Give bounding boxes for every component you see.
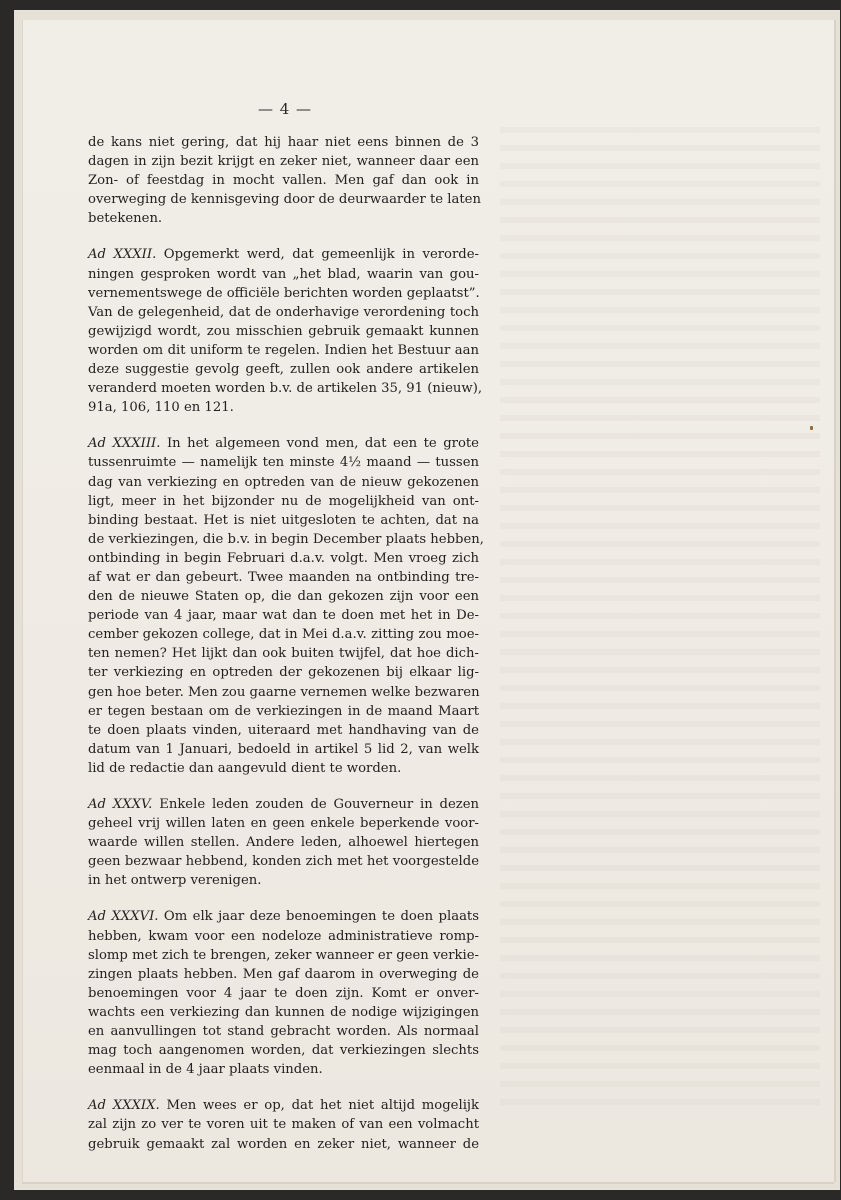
text-line: gewijzigd wordt, zou misschien gebruik gemaakt kunnen <box>88 323 479 339</box>
section-heading: Ad XXXIX. <box>88 1098 160 1114</box>
text-line: datum van 1 Januari, bedoeld in artikel 5 lid 2, van welk <box>88 741 479 757</box>
paragraph-ad-xxxii <box>88 245 483 417</box>
text-line: af wat er dan gebeurt. Twee maanden na ontbinding tre- <box>88 569 479 585</box>
text-line: slomp met zich te brengen, zeker wanneer er geen verkie- <box>88 947 479 963</box>
paragraph-ad-xxxv <box>88 795 479 890</box>
text-line-rest: Opgemerkt werd, dat gemeenlijk in verorde- <box>156 247 479 263</box>
text-line: dag van verkiezing en optreden van de nieuw gekozenen <box>88 474 479 490</box>
section-heading: Ad XXXII. <box>88 247 157 263</box>
text-line: de kans niet gering, dat hij haar niet eens binnen de 3 <box>88 135 479 150</box>
text-line: en aanvullingen tot stand gebracht worden. Als normaal <box>88 1024 479 1040</box>
text-line: binding bestaat. Het is niet uitgesloten te achten, dat na <box>88 512 479 528</box>
paragraph-ad-xxxix <box>88 1096 479 1153</box>
text-line <box>88 795 479 814</box>
text-line-rest: Om elk jaar deze benoemingen te doen plaats <box>158 909 479 925</box>
text-line: Van de gelegenheid, dat de onderhavige verordening toch <box>88 304 479 320</box>
text-line: zal zijn zo ver te voren uit te maken of van een volmacht <box>88 1117 479 1133</box>
text-line: ligt, meer in het bijzonder nu de mogelijkheid van ont- <box>88 493 479 509</box>
paragraph-continuation <box>88 133 479 228</box>
text-line-rest: Enkele leden zouden de Gouverneur in dezen <box>152 797 480 812</box>
section-heading: Ad XXXV. <box>88 797 153 812</box>
text-line: ningen gesproken wordt van „het blad, waarin van gou- <box>88 266 479 282</box>
text-line: ter verkiezing en optreden der gekozenen bij elkaar lig- <box>88 665 479 681</box>
text-line: vernementswege de officiële berichten worden geplaatst”. <box>88 285 480 301</box>
text-line: gebruik gemaakt zal worden en zeker niet, wanneer de <box>88 1136 479 1152</box>
text-line: ontbinding in begin Februari d.a.v. volgt. Men vroeg zich <box>88 550 479 566</box>
text-line: Zon- of feestdag in mocht vallen. Men gaf dan ook in <box>88 173 479 189</box>
text-line: benoemingen voor 4 jaar te doen zijn. Komt er onver- <box>88 985 479 1001</box>
page-number: — 4 — <box>257 100 313 118</box>
text-line: tussenruimte — namelijk ten minste 4½ maand — tussen <box>88 455 479 471</box>
text-line: waarde willen stellen. Andere leden, alhoewel hiertegen <box>88 835 479 851</box>
text-line: wachts een verkiezing dan kunnen de nodige wijzigingen <box>88 1004 479 1020</box>
text-line: worden om dit uniform te regelen. Indien het Bestuur aan <box>88 342 479 358</box>
text-line: in het ontwerp verenigen. <box>88 873 262 889</box>
text-line: lid de redactie dan aangevuld dient te worden. <box>88 760 402 776</box>
text-line: betekenen. <box>88 211 163 227</box>
text-line: er tegen bestaan om de verkiezingen in de maand Maart <box>88 703 479 719</box>
text-line: te doen plaats vinden, uiteraard met handhaving van de <box>88 722 479 738</box>
text-line: den de nieuwe Staten op, die dan gekozen zijn voor een <box>88 589 479 605</box>
bleed-through-area <box>500 115 820 1115</box>
paper-edge <box>22 20 23 1182</box>
text-line: periode van 4 jaar, maar wat dan te doen met het in De- <box>88 608 479 624</box>
text-line: deze suggestie gevolg geeft, zullen ook andere artikelen <box>88 362 479 378</box>
section-heading: Ad XXXIII. <box>88 436 161 452</box>
body-text <box>88 133 484 1171</box>
text-line: hebben, kwam voor een nodeloze administratieve romp- <box>88 928 479 944</box>
paragraph-ad-xxxiii <box>88 434 484 778</box>
text-line: cember gekozen college, dat in Mei d.a.v. zitting zou moe- <box>88 627 479 643</box>
text-line: dagen in zijn bezit krijgt en zeker niet, wanneer daar een <box>88 154 479 170</box>
text-line: eenmaal in de 4 jaar plaats vinden. <box>88 1062 323 1078</box>
text-line: ten nemen? Het lijkt dan ook buiten twijfel, dat hoe dich- <box>88 646 479 662</box>
ink-speck <box>810 426 813 430</box>
text-line <box>88 245 479 264</box>
text-line: zingen plaats hebben. Men gaf daarom in overweging de <box>88 966 479 982</box>
text-line: gen hoe beter. Men zou gaarne vernemen welke bezwaren <box>88 684 480 700</box>
text-line-rest: In het algemeen vond men, dat een te grote <box>160 436 479 452</box>
text-line: mag toch aangenomen worden, dat verkiezingen slechts <box>88 1043 479 1059</box>
paragraph-ad-xxxvi <box>88 907 479 1079</box>
text-line <box>88 434 479 453</box>
text-line: geen bezwaar hebbend, konden zich met het voorgestelde <box>88 854 479 870</box>
text-line: de verkiezingen, die b.v. in begin December plaats hebben, <box>88 531 484 547</box>
text-line: 91a, 106, 110 en 121. <box>88 400 234 416</box>
text-line <box>88 907 479 926</box>
text-line: geheel vrij willen laten en geen enkele beperkende voor- <box>88 816 479 832</box>
text-line-rest: Men wees er op, dat het niet altijd mogelijk <box>159 1098 479 1114</box>
text-line: overweging de kennisgeving door de deurwaarder te laten <box>88 192 481 208</box>
text-line <box>88 1096 479 1115</box>
section-heading: Ad XXXVI. <box>88 909 159 925</box>
text-line: veranderd moeten worden b.v. de artikelen 35, 91 (nieuw), <box>88 381 483 397</box>
